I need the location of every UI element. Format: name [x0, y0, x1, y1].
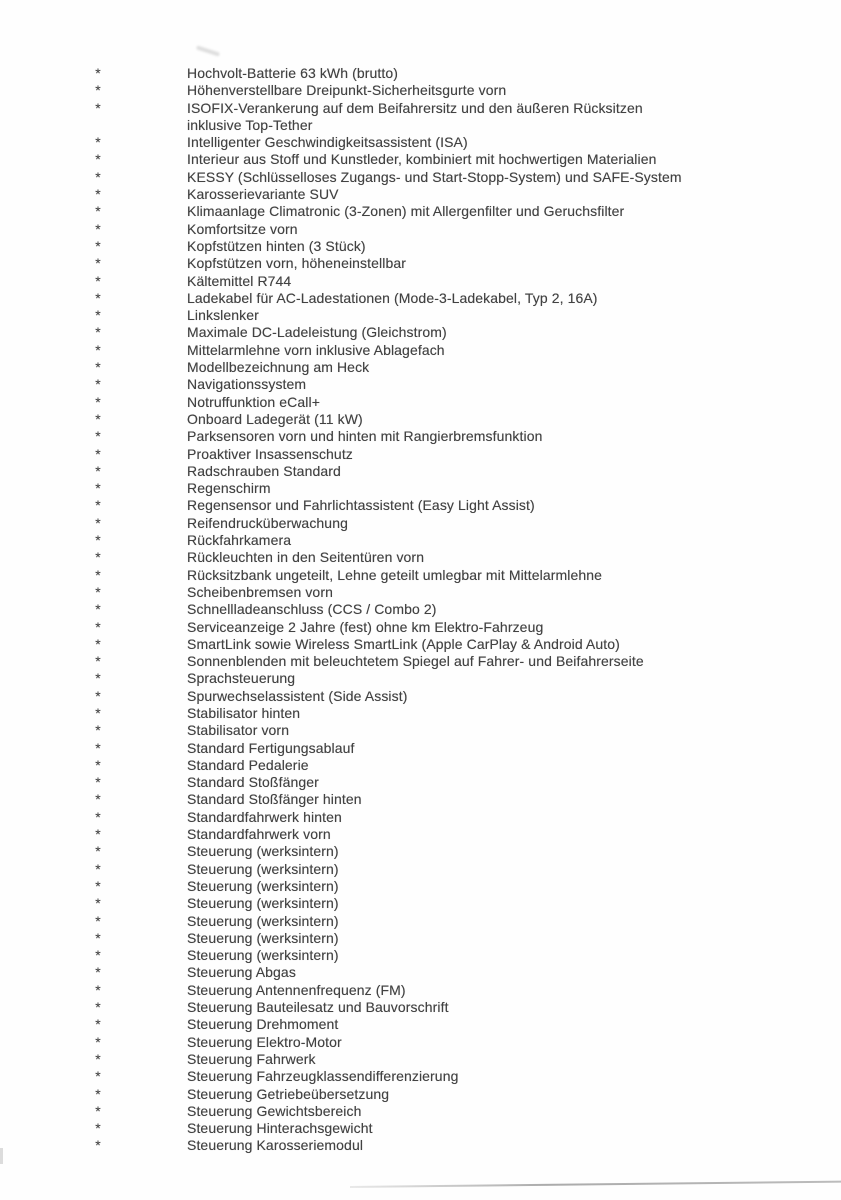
bullet-asterisk: *: [95, 1137, 101, 1154]
item-text: [187, 999, 841, 1016]
item-text: [187, 549, 841, 566]
bullet-asterisk: *: [95, 186, 101, 203]
item-text: [187, 463, 841, 480]
list-item: [0, 238, 841, 255]
item-text-line: Steuerung (werksintern): [187, 860, 339, 877]
bullet-asterisk: *: [95, 583, 101, 600]
item-text: [187, 1086, 841, 1103]
item-text: [187, 65, 841, 82]
item-text: [187, 1103, 841, 1120]
list-item: [0, 290, 841, 307]
bullet-asterisk: *: [95, 255, 101, 272]
item-text-line: Steuerung Bauteilesatz und Bauvorschrift: [187, 999, 449, 1016]
item-text: [187, 947, 841, 964]
bullet-asterisk: *: [95, 791, 101, 808]
item-text: [187, 982, 841, 999]
bullet-asterisk: *: [95, 428, 101, 445]
item-text-line: Sonnenblenden mit beleuchtetem Spiegel auf Fahrer- und Beifahrerseite: [187, 653, 644, 670]
bullet-asterisk: *: [95, 307, 101, 324]
bullet-asterisk: *: [95, 220, 101, 237]
list-item: [0, 670, 841, 687]
list-item: [0, 100, 841, 135]
bullet-asterisk: *: [95, 843, 101, 860]
list-item: [0, 1086, 841, 1103]
list-item: [0, 947, 841, 964]
bullet-asterisk: *: [95, 445, 101, 462]
list-item: [0, 964, 841, 981]
item-text: [187, 670, 841, 687]
item-text: [187, 1034, 841, 1051]
item-text-line: Regensensor und Fahrlichtassistent (Easy Light Assist): [187, 497, 535, 514]
item-text: [187, 809, 841, 826]
bullet-asterisk: *: [95, 947, 101, 964]
item-text: [187, 324, 841, 341]
item-text-line: Standard Pedalerie: [187, 756, 309, 773]
item-text-line: Komfortsitze vorn: [187, 220, 298, 237]
item-text: [187, 446, 841, 463]
item-text: [187, 186, 841, 203]
list-item: [0, 1034, 841, 1051]
item-text-line: Interieur aus Stoff und Kunstleder, kombiniert mit hochwertigen Materialien: [187, 151, 657, 168]
item-text: [187, 1137, 841, 1154]
list-item: [0, 428, 841, 445]
list-item: [0, 861, 841, 878]
item-text-line: Serviceanzeige 2 Jahre (fest) ohne km Elektro-Fahrzeug: [187, 618, 544, 635]
list-item: [0, 532, 841, 549]
item-text-line: Standard Stoßfänger hinten: [187, 791, 362, 808]
item-text-line: Rückleuchten in den Seitentüren vorn: [187, 549, 425, 566]
item-text: [187, 636, 841, 653]
bullet-asterisk: *: [95, 65, 101, 81]
item-text: [187, 826, 841, 843]
equipment-list: [0, 65, 841, 1155]
bullet-asterisk: *: [95, 999, 101, 1016]
list-item: [0, 221, 841, 238]
list-item: [0, 82, 841, 99]
item-text: [187, 791, 841, 808]
item-text: [187, 515, 841, 532]
bullet-asterisk: *: [95, 618, 101, 635]
item-text: [187, 203, 841, 220]
bullet-asterisk: *: [95, 1102, 101, 1119]
list-item: [0, 480, 841, 497]
item-text: [187, 255, 841, 272]
list-item: [0, 186, 841, 203]
item-text-line: Karosserievariante SUV: [187, 186, 339, 203]
item-text-line: Proaktiver Insassenschutz: [187, 445, 353, 462]
item-text-line: Steuerung Fahrwerk: [187, 1050, 316, 1067]
item-text: [187, 134, 841, 151]
item-text: [187, 428, 841, 445]
item-text: [187, 861, 841, 878]
bullet-asterisk: *: [95, 480, 101, 497]
list-item: [0, 567, 841, 584]
list-item: [0, 151, 841, 168]
list-item: [0, 203, 841, 220]
bullet-asterisk: *: [95, 635, 101, 652]
item-text-line: Steuerung (werksintern): [187, 929, 339, 946]
bullet-asterisk: *: [95, 168, 101, 185]
item-text: [187, 1068, 841, 1085]
list-item: [0, 255, 841, 272]
item-text: [187, 480, 841, 497]
item-text: [187, 774, 841, 791]
item-text-line: Rückfahrkamera: [187, 532, 292, 549]
list-item: [0, 446, 841, 463]
item-text-line: Standard Fertigungsablauf: [187, 739, 355, 756]
item-text-line: Steuerung Drehmoment: [187, 1016, 339, 1033]
item-text-line: KESSY (Schlüsselloses Zugangs- und Start-Stopp-System) und SAFE-System: [187, 168, 682, 185]
list-item: [0, 636, 841, 653]
item-text: [187, 411, 841, 428]
list-item: [0, 601, 841, 618]
item-text: [187, 290, 841, 307]
bullet-asterisk: *: [95, 653, 101, 670]
bullet-asterisk: *: [95, 687, 101, 704]
item-text: [187, 843, 841, 860]
item-text-line: Notruffunktion eCall+: [187, 393, 320, 410]
bullet-asterisk: *: [95, 670, 101, 687]
bullet-asterisk: *: [95, 99, 101, 116]
bullet-asterisk: *: [95, 808, 101, 825]
item-text: [187, 722, 841, 739]
list-item: [0, 688, 841, 705]
bullet-asterisk: *: [95, 981, 101, 998]
list-item: [0, 463, 841, 480]
item-text-line: Sprachsteuerung: [187, 670, 296, 687]
item-text-line: Standardfahrwerk vorn: [187, 826, 331, 843]
list-item: [0, 134, 841, 151]
item-text-line: Kältemittel R744: [187, 272, 292, 289]
bullet-asterisk: *: [95, 203, 101, 220]
item-text-line: Mittelarmlehne vorn inklusive Ablagefach: [187, 341, 445, 358]
list-item: [0, 913, 841, 930]
list-item: [0, 705, 841, 722]
list-item: [0, 1103, 841, 1120]
item-text: [187, 359, 841, 376]
bullet-asterisk: *: [95, 722, 101, 739]
item-text: [187, 238, 841, 255]
item-text-line: Standardfahrwerk hinten: [187, 808, 342, 825]
bullet-asterisk: *: [95, 1068, 101, 1085]
bullet-asterisk: *: [95, 860, 101, 877]
item-text-line: Stabilisator hinten: [187, 704, 301, 721]
list-item: [0, 584, 841, 601]
item-text-line: Klimaanlage Climatronic (3-Zonen) mit Allergenfilter und Geruchsfilter: [187, 203, 625, 220]
list-item: [0, 774, 841, 791]
item-text: [187, 342, 841, 359]
bullet-asterisk: *: [95, 410, 101, 427]
item-text: [187, 497, 841, 514]
item-text: [187, 688, 841, 705]
item-text-line: Standard Stoßfänger: [187, 774, 319, 791]
list-item: [0, 359, 841, 376]
item-text: [187, 376, 841, 393]
item-text: [187, 1051, 841, 1068]
bullet-asterisk: *: [95, 895, 101, 912]
item-text: [187, 221, 841, 238]
list-item: [0, 497, 841, 514]
item-text-line: Onboard Ladegerät (11 kW): [187, 410, 363, 427]
item-text: [187, 653, 841, 670]
item-text: [187, 273, 841, 290]
item-text-line: Modellbezeichnung am Heck: [187, 359, 370, 376]
item-text: [187, 913, 841, 930]
bullet-asterisk: *: [95, 704, 101, 721]
item-text-line: Steuerung Fahrzeugklassendifferenzierung: [187, 1068, 459, 1085]
list-item: [0, 1051, 841, 1068]
bullet-asterisk: *: [95, 393, 101, 410]
item-text-line: Reifendrucküberwachung: [187, 514, 348, 531]
bullet-asterisk: *: [95, 82, 101, 99]
list-item: [0, 653, 841, 670]
list-item: [0, 1120, 841, 1137]
item-text-line: Maximale DC-Ladeleistung (Gleichstrom): [187, 324, 447, 341]
item-text: [187, 100, 841, 135]
bullet-asterisk: *: [95, 514, 101, 531]
item-text-line: Steuerung (werksintern): [187, 912, 339, 929]
bullet-asterisk: *: [95, 756, 101, 773]
bullet-asterisk: *: [95, 237, 101, 254]
bullet-asterisk: *: [95, 151, 101, 168]
list-item: [0, 1016, 841, 1033]
scan-smudge-artifact: [196, 45, 220, 56]
item-text-line: Hochvolt-Batterie 63 kWh (brutto): [187, 65, 399, 81]
bullet-asterisk: *: [95, 826, 101, 843]
bullet-asterisk: *: [95, 566, 101, 583]
item-text: [187, 532, 841, 549]
list-item: [0, 757, 841, 774]
item-text-line: Stabilisator vorn: [187, 722, 290, 739]
list-item: [0, 982, 841, 999]
list-item: [0, 809, 841, 826]
bullet-asterisk: *: [95, 774, 101, 791]
item-text: [187, 895, 841, 912]
item-text: [187, 705, 841, 722]
list-item: [0, 65, 841, 82]
list-item: [0, 791, 841, 808]
item-text-line: Steuerung (werksintern): [187, 877, 339, 894]
item-text: [187, 1120, 841, 1137]
bullet-asterisk: *: [95, 359, 101, 376]
list-item: [0, 722, 841, 739]
item-text-line: Regenschirm: [187, 480, 271, 497]
bullet-asterisk: *: [95, 532, 101, 549]
list-item: [0, 1137, 841, 1154]
item-text: [187, 964, 841, 981]
list-item: [0, 549, 841, 566]
item-text-line: Steuerung Abgas: [187, 964, 296, 981]
item-text-line: Kopfstützen vorn, höheneinstellbar: [187, 255, 406, 272]
bullet-asterisk: *: [95, 272, 101, 289]
bullet-asterisk: *: [95, 601, 101, 618]
item-text-line: Ladekabel für AC-Ladestationen (Mode-3-Ladekabel, Typ 2, 16A): [187, 289, 598, 306]
list-item: [0, 342, 841, 359]
bullet-asterisk: *: [95, 549, 101, 566]
item-text-line: Linkslenker: [187, 307, 259, 324]
bullet-asterisk: *: [95, 134, 101, 151]
bullet-asterisk: *: [95, 341, 101, 358]
bullet-asterisk: *: [95, 1033, 101, 1050]
item-text: [187, 394, 841, 411]
bullet-asterisk: *: [95, 376, 101, 393]
list-item: [0, 1068, 841, 1085]
list-item: [0, 324, 841, 341]
list-item: [0, 930, 841, 947]
item-text: [187, 307, 841, 324]
bullet-asterisk: *: [95, 289, 101, 306]
list-item: [0, 999, 841, 1016]
bullet-asterisk: *: [95, 1050, 101, 1067]
bullet-asterisk: *: [95, 1085, 101, 1102]
scan-line-artifact: [350, 1181, 841, 1188]
item-text: [187, 930, 841, 947]
item-text: [187, 151, 841, 168]
item-text: [187, 757, 841, 774]
list-item: [0, 515, 841, 532]
bullet-asterisk: *: [95, 462, 101, 479]
bullet-asterisk: *: [95, 929, 101, 946]
list-item: [0, 273, 841, 290]
bullet-asterisk: *: [95, 497, 101, 514]
bullet-asterisk: *: [95, 324, 101, 341]
item-text-line: SmartLink sowie Wireless SmartLink (Apple CarPlay & Android Auto): [187, 635, 620, 652]
list-item: [0, 895, 841, 912]
list-item: [0, 169, 841, 186]
list-item: [0, 376, 841, 393]
item-text-line: Spurwechselassistent (Side Assist): [187, 687, 408, 704]
item-text-line: ISOFIX-Verankerung auf dem Beifahrersitz und den äußeren Rücksitzen: [187, 99, 643, 116]
item-text-line: Kopfstützen hinten (3 Stück): [187, 237, 366, 254]
list-item: [0, 307, 841, 324]
item-text-line: Intelligenter Geschwindigkeitsassistent (ISA): [187, 134, 468, 151]
list-item: [0, 878, 841, 895]
item-text-line: Steuerung (werksintern): [187, 843, 339, 860]
item-text: [187, 601, 841, 618]
item-text-line: Navigationssystem: [187, 376, 307, 393]
item-text: [187, 169, 841, 186]
item-text: [187, 567, 841, 584]
bullet-asterisk: *: [95, 739, 101, 756]
item-text-line: Steuerung (werksintern): [187, 895, 339, 912]
bullet-asterisk: *: [95, 877, 101, 894]
item-text-line: Radschrauben Standard: [187, 462, 341, 479]
item-text-line: inklusive Top-Tether: [187, 116, 313, 133]
list-item: [0, 411, 841, 428]
scan-edge-mark-artifact: [0, 1148, 3, 1164]
bullet-asterisk: *: [95, 964, 101, 981]
bullet-asterisk: *: [95, 1120, 101, 1137]
item-text-line: Schnellladeanschluss (CCS / Combo 2): [187, 601, 437, 618]
item-text-line: Steuerung Gewichtsbereich: [187, 1102, 362, 1119]
item-text-line: Steuerung (werksintern): [187, 947, 339, 964]
list-item: [0, 394, 841, 411]
item-text-line: Steuerung Hinterachsgewicht: [187, 1120, 373, 1137]
item-text: [187, 878, 841, 895]
item-text: [187, 740, 841, 757]
list-item: [0, 740, 841, 757]
item-text: [187, 584, 841, 601]
item-text-line: Höhenverstellbare Dreipunkt-Sicherheitsgurte vorn: [187, 82, 507, 99]
item-text-line: Steuerung Getriebeübersetzung: [187, 1085, 390, 1102]
item-text: [187, 1016, 841, 1033]
item-text-line: Parksensoren vorn und hinten mit Rangierbremsfunktion: [187, 428, 543, 445]
item-text-line: Rücksitzbank ungeteilt, Lehne geteilt umlegbar mit Mittelarmlehne: [187, 566, 603, 583]
item-text-line: Scheibenbremsen vorn: [187, 583, 333, 600]
bullet-asterisk: *: [95, 1016, 101, 1033]
list-item: [0, 826, 841, 843]
list-item: [0, 619, 841, 636]
item-text-line: Steuerung Antennenfrequenz (FM): [187, 981, 406, 998]
item-text: [187, 619, 841, 636]
item-text-line: Steuerung Elektro-Motor: [187, 1033, 342, 1050]
bullet-asterisk: *: [95, 912, 101, 929]
list-item: [0, 843, 841, 860]
item-text-line: Steuerung Karosseriemodul: [187, 1137, 364, 1154]
item-text: [187, 82, 841, 99]
